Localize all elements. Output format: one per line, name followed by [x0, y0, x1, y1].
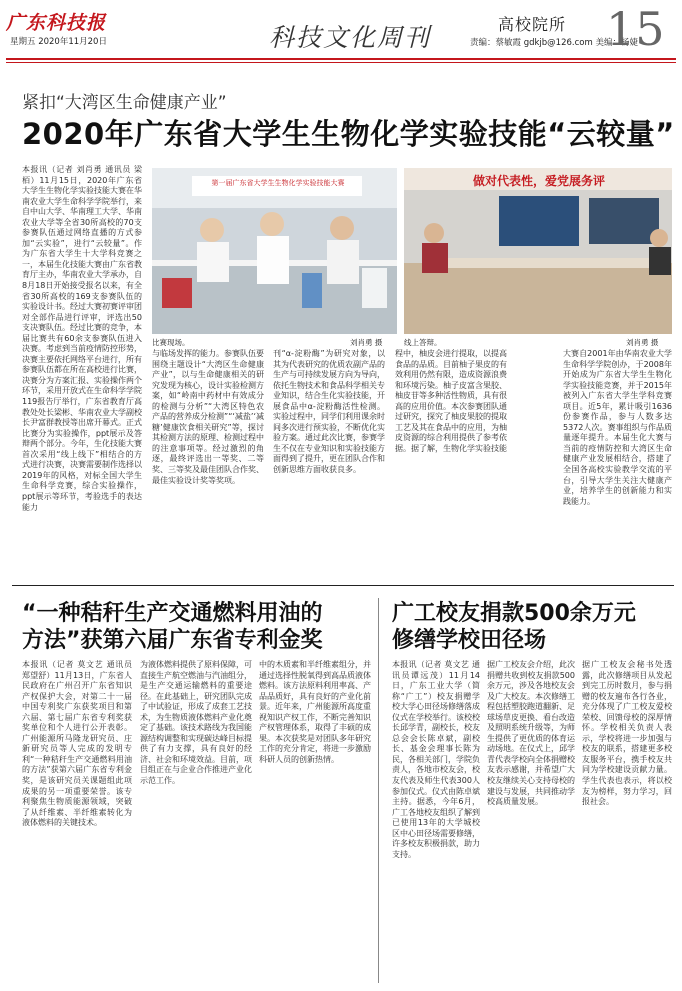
- lead-kicker: 紧扣“大湾区生命健康产业”: [22, 93, 227, 113]
- newspaper-logo: 广东科技报: [6, 12, 107, 34]
- story2-headline: [22, 600, 352, 654]
- photo2-credit: 刘肖勇 摄: [626, 338, 659, 347]
- story3-column-3: 据广工校友会秘书处透露，此次修缮项目从发起到完工历时数月，参与捐赠的校友遍布各行各业，充分体现了广工校友爱校荣校、回馈母校的深厚情怀。学校相关负责人表示，学校将进一步加强与校友的联系，搭建更多校友服务平台，携手校友共同为学校建设贡献力量。学生代表也表示，将以校友为榜样，努力学习，回报社会。: [582, 660, 672, 807]
- section-name: 高校院所: [498, 15, 567, 34]
- photo2-caption: 线上答辩。: [404, 338, 442, 347]
- lead-column-4: 程中，柚皮会进行提取，以提高食品的品质。目前柚子果皮的有效利用仍然有限，造成资源浪费和环境污染。柚子皮富含果胶、柚皮苷等多种活性物质，具有很高的应用价值。本次参赛团队通过研究，探究了柚皮果胶的提取工艺及其在食品中的应用，为柚皮资源的综合利用提供了参考依据。据了解，生物化学实验技能: [395, 349, 507, 453]
- story2-column-3: 中的木质素和半纤维素组分，并通过选择性脱氧得到高品质液体燃料。该方法原料利用率高、产品品质好，具有良好的产业化前景。近年来，广州能源所高度重视知识产权工作，不断完善知识产权管理体系，取得了丰硕的成果。本次获奖是对团队多年研究工作的充分肯定，将进一步激励科研人员的创新热情。: [259, 660, 371, 764]
- story3-headline: [392, 600, 672, 654]
- story3-headline-line2: 修缮学校田径场: [392, 628, 547, 653]
- story3-column-2: 据广工校友会介绍，此次捐赠共收到校友捐款500余万元，涉及各地校友会及广大校友。本次修缮工程包括塑胶跑道翻新、足球场草皮更换、看台改造及照明系统升级等，为师生提供了更优质的体育运动场地。在仪式上，邱学青代表学校向全体捐赠校友表示感谢，并希望广大校友继续关心支持母校的建设与发展，共同推动学校高质量发展。: [487, 660, 575, 807]
- page-banner: [215, 14, 485, 58]
- page-banner-text: 科技文化周刊: [268, 23, 431, 52]
- lead-column-2: 与临场发挥的能力。参赛队伍要围绕主题设计“大湾区生命健康产业”，以与生命健康相关的研究发现为核心，设计实验检测方案，如“岭南中药材中有效成分的检测与分析”“大湾区特色农产品的营养成分检测”“‘减盐’‘减糖’健康饮食相关研究”等，探讨其检测方法的原理、检测过程中的注意事项等。经过激烈的角逐，最终评选出一等奖、二等奖、三等奖及最佳团队合作奖、最佳实验设计奖等奖项。: [152, 349, 264, 485]
- lab-competition-photo: [152, 168, 397, 334]
- meeting-photo-illustration: [404, 168, 672, 334]
- photo1-caption: 比赛现场。: [152, 338, 190, 347]
- meeting-photo-banner: 做对代表性，爱党展务评: [472, 174, 605, 188]
- photo1-credit: 刘肖勇 摄: [350, 338, 383, 347]
- lead-column-5: 大赛自2001年由华南农业大学生命科学学院创办，于2008年开始成为广东省大学生生物化学实验技能竞赛，并于2015年被列入广东省大学生学科竞赛项目。近5年，累计吸引1636份参赛作品，参与人数多达5372人次。赛事组织与作品质量逐年提升。本届生化大赛与当前的疫情防控和大湾区生命健康产业发展相结合，搭建了全国各高校实验教学交流的平台，引导大学生关注大健康产业，培养学生的创新能力和实践能力。: [563, 349, 672, 506]
- lead-column-1: 本报讯（记者 刘肖勇 通讯员 梁栢）11月15日，2020年广东省大学生生物化学实验技能大赛在华南农业大学生命科学学院举行，来自中山大学、华南理工大学、华南农业大学等全省30所高校的70支参赛队伍通过网络直播的方式参加“云实验”，进行“云较量”。作为广东省大学生十大学科竞赛之一，本届生化技能大赛由广东省教育厅主办，华南农业大学承办，自8月18日开始接受报名以来，有全省30所高校的169支参赛队伍的实验设计书。经过大赛初赛评审团对全部作品进行评审，评选出50支决赛队伍。经过比赛的竞争，本届比赛共有60余支参赛队伍进入决赛。考虑到当前疫情防控形势，决赛主要依托网络平台进行，所有参赛队伍都在所在高校进行比赛，决赛分为方案汇报、实验操作两个环节，采用开放式在生命科学学院119报告厅举行，广东省教育厅高教处处长梁彬、华南农业大学副校长尹富群教授等出席开幕式。正式比赛分为实验操作，ppt展示及答辩两个部分。今年，生化技能大赛首次采用“线上线下”相结合的方式进行决赛，决赛需要制作选择以2019年的风格，对标全国大学生生命科学竞赛，综合实验操作，ppt展示等环节，考验选手的表达能力: [22, 165, 142, 512]
- masthead-rule: [6, 58, 676, 60]
- online-defense-photo: [404, 168, 672, 334]
- story3-headline-line1: 广工校友捐款500余万元: [392, 601, 636, 626]
- editor-line: 责编：蔡敏霞 gdkjb@126.com 美编：杨婕: [470, 38, 638, 48]
- story2-headline-line2: 方法”获第六届广东省专利金奖: [22, 628, 323, 653]
- issue-date: 星期五 2020年11月20日: [10, 37, 107, 47]
- page-number: 15: [606, 2, 665, 56]
- section-divider: [12, 585, 674, 586]
- lab-photo-illustration: [152, 168, 397, 334]
- lead-headline: 2020年广东省大学生生物化学实验技能“云较量”: [22, 117, 675, 151]
- story2-headline-line1: “一种秸秆生产交通燃料用油的: [22, 601, 323, 626]
- story2-column-1: 本报讯（记者 莫文艺 通讯员 郑望舒）11月13日，广东省人民政府在广州召开广东省知识产权保护大会，对第二十一届中国专利奖广东获奖项目和第六届、第七届广东省专利奖获奖单位和个人进行公开表彰。广州能源所马隆龙研究员、庄新研究员等人完成的发明专利“一种秸秆生产交通燃料用油的方法”获第六届广东省专利金奖，是该研究员关课题组此项成果的另一项重要荣誉。该专利聚焦生物质能源领域，突破了从纤维素、半纤维素转化为液体燃料的关键技术。: [22, 660, 132, 828]
- lead-column-3: 刊“α-淀粉酶”为研究对象，以其为代表研究的优质农副产品的生产与可持续发展方向为导向，依托生物技术和食品科学相关专业知识，结合生化实验技能，开展食品中α-淀粉酶活性检测。实验过程中，同学们利用课余时间多次进行预实验，不断优化实验方案。通过此次比赛，参赛学生不仅在专业知识和实验技能方面得到了提升，更在团队合作和创新思维方面收获良多。: [273, 349, 385, 475]
- masthead-rule-thin: [6, 62, 676, 63]
- lab-photo-banner: 第一届广东省大学生生物化学实验技能大赛: [211, 179, 345, 187]
- story3-column-1: 本报讯（记者 莫文艺 通讯员谭远茂）11月14日，广东工业大学（简称“广工”）校友捐赠学校大学心田径场修缮落成仪式在学校举行。该校校长邱学青，副校长，校友总会会长陈卓斌，副校长、基金会理事长陈为民，各相关部门，学院负责人，各地市校友会，校友代表及师生代表300人参加仪式。仪式由陈卓斌主持。据悉，今年6月，广工各地校友组织了解到已使用13年的大学城校区中心田径场需要修缮，许多校友积极捐款，助力支持。: [392, 660, 480, 859]
- story-divider: [378, 598, 379, 983]
- story2-column-2: 为液体燃料提供了原料保障，可直接生产航空燃油与汽油组分，是生产交通运输燃料的重要途径。在此基础上，研究团队完成了中试验证，形成了成套工艺技术，为生物质液体燃料产业化奠定了基础。该技术路线为我国能源结构调整和实现碳达峰目标提供了有力支撑，具有良好的经济、社会和环境效益。目前，项目组正在与企业合作推进产业化示范工作。: [140, 660, 252, 786]
